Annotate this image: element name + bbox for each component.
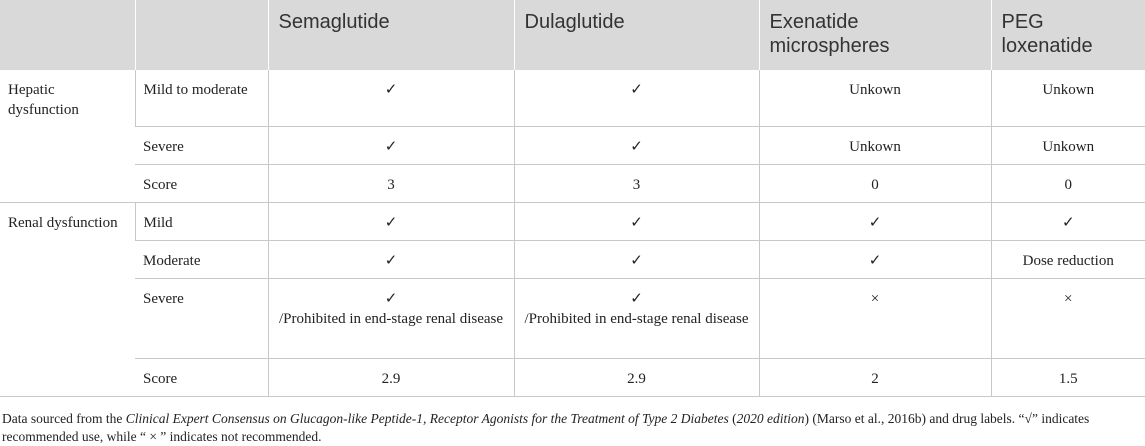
- table-row: [0, 202, 1145, 240]
- row-label: Mild: [135, 202, 268, 240]
- table-cell: ✓: [514, 70, 759, 126]
- table-cell: [268, 278, 514, 358]
- row-label: Score: [135, 164, 268, 202]
- row-label: Severe: [135, 126, 268, 164]
- footnote-text: ) (Marso et al., 2016b) and drug labels. “√” indicates recommended use, while “ × ” indicates not recommended.: [2, 411, 1090, 444]
- table-footnote: [2, 410, 1142, 446]
- header-exenatide-microspheres: Exenatide microspheres: [759, 0, 991, 70]
- check-mark: ✓: [384, 290, 398, 307]
- table-cell: 3: [268, 164, 514, 202]
- table-cell: Unkown: [991, 126, 1145, 164]
- table-cell: 0: [991, 164, 1145, 202]
- table-cell: Unkown: [759, 126, 991, 164]
- cell-note: /Prohibited in end-stage renal disease: [524, 310, 749, 327]
- header-blank-1: [0, 0, 135, 70]
- table-cell: ✓: [991, 202, 1145, 240]
- table-cell: 2.9: [514, 358, 759, 396]
- table-row: [0, 70, 1145, 126]
- table-cell: 2: [759, 358, 991, 396]
- table-cell: ✓: [759, 202, 991, 240]
- table-cell: ✓: [268, 70, 514, 126]
- row-label: Severe: [135, 278, 268, 358]
- table-row: [0, 240, 1145, 278]
- header-dulaglutide: Dulaglutide: [514, 0, 759, 70]
- table-cell: ✓: [268, 202, 514, 240]
- table-cell: Unkown: [991, 70, 1145, 126]
- row-label: Moderate: [135, 240, 268, 278]
- table-cell: ×: [759, 278, 991, 358]
- footnote-text: Data sourced from the: [2, 411, 126, 426]
- table-cell: ✓: [268, 126, 514, 164]
- table-cell: Unkown: [759, 70, 991, 126]
- footnote-text: (: [728, 411, 737, 426]
- table-cell: ✓: [514, 126, 759, 164]
- table-cell: 1.5: [991, 358, 1145, 396]
- group-label-hepatic: Hepatic dysfunction: [0, 70, 135, 202]
- table-cell: ×: [991, 278, 1145, 358]
- table-cell: [514, 278, 759, 358]
- table-cell: ✓: [268, 240, 514, 278]
- table-cell: 2.9: [268, 358, 514, 396]
- header-row: [0, 0, 1145, 70]
- table-row: [0, 358, 1145, 396]
- table-row: [0, 126, 1145, 164]
- row-label: Score: [135, 358, 268, 396]
- footnote-edition: 2020 edition: [736, 411, 805, 426]
- header-semaglutide: Semaglutide: [268, 0, 514, 70]
- check-mark: ✓: [630, 290, 643, 307]
- footnote-source-title: Clinical Expert Consensus on Glucagon-like Peptide-1, Receptor Agonists for the Treatment of Type 2 Diabetes: [125, 411, 729, 426]
- table-row: [0, 278, 1145, 358]
- table-cell: ✓: [759, 240, 991, 278]
- cell-note: /Prohibited in end-stage renal disease: [278, 310, 504, 327]
- header-peg-loxenatide: PEG loxenatide: [991, 0, 1145, 70]
- table-cell: 3: [514, 164, 759, 202]
- table-cell: 0: [759, 164, 991, 202]
- table-cell: Dose reduction: [991, 240, 1145, 278]
- table-row: [0, 164, 1145, 202]
- group-label-renal: Renal dysfunction: [0, 202, 135, 396]
- table-cell: ✓: [514, 202, 759, 240]
- header-blank-2: [135, 0, 268, 70]
- row-label: Mild to moderate: [135, 70, 268, 126]
- table-cell: ✓: [514, 240, 759, 278]
